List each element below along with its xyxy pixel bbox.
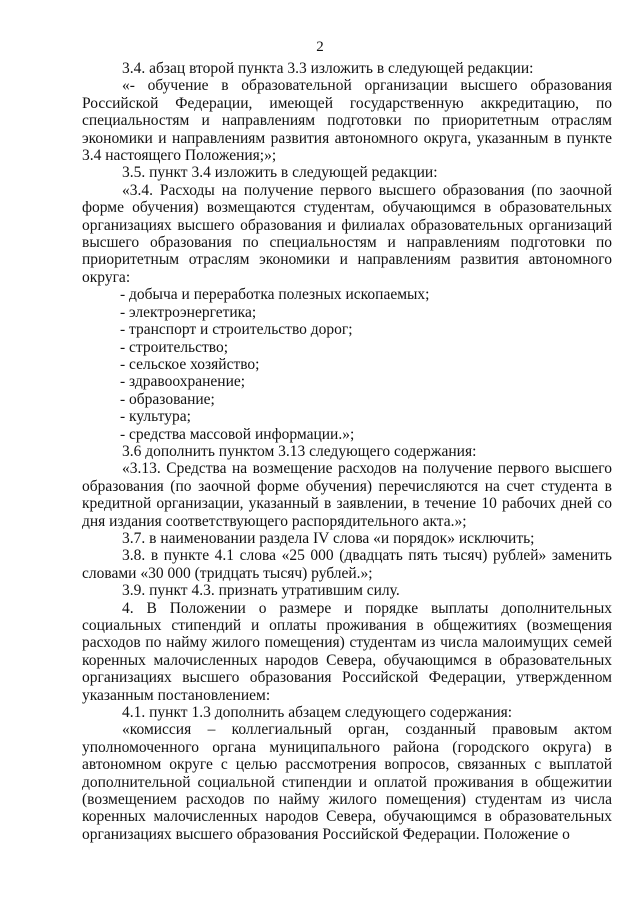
list-item: - сельское хозяйство; xyxy=(120,355,260,373)
paragraph-3-4-text: «- обучение в образовательной организации высшего образования Российской Федерации, имеющей государственную аккредитацию, по специальностям и направлениям подготовки по приоритетным отраслям экономики и направлениям развития автономного округа, указанным в пункте 3.4 настоящего Положения;»; xyxy=(82,77,612,165)
list-item: - транспорт и строительство дорог; xyxy=(120,321,353,339)
page-number: 2 xyxy=(316,39,324,55)
list-item: - строительство; xyxy=(120,338,229,356)
list-item: - культура; xyxy=(120,408,191,426)
list-item: - здравоохранение; xyxy=(120,373,246,391)
list-item: - добыча и переработка полезных ископаемых; xyxy=(120,286,430,304)
paragraph-3-5-text: «3.4. Расходы на получение первого высшего образования (по заочной форме обучения) возмещаются студентам, обучающимся в образовательных организациях высшего образования и филиалах образовательных организаций высшего образования по специальностям и направлениям подготовки по приоритетным отраслям экономики и направлениям развития автономного округа: xyxy=(82,181,612,286)
paragraph-3-5-heading: 3.5. пункт 3.4 изложить в следующей редакции: xyxy=(122,164,438,182)
paragraph-3-4-heading: 3.4. абзац второй пункта 3.3 изложить в следующей редакции: xyxy=(122,60,534,77)
list-item: - образование; xyxy=(120,390,215,408)
paragraph-3-13-text: «3.13. Средства на возмещение расходов на получение первого высшего образования (по заочной форме обучения) перечисляются на счет студента в кредитной организации, указанный в заявлении, в течение 10 рабочих дней со дня издания соответствующего распорядительного акта.»; xyxy=(82,460,612,530)
paragraph-4-1-text: «комиссия – коллегиальный орган, созданный правовым актом уполномоченного органа муниципального района (городского округа) в автономном округе с целью рассмотрения вопросов, связанных с выплатой дополнительной социальной стипендии и оплатой проживания в общежитии (возмещением расходов по найму жилого помещения) студентам из числа коренных малочисленных народов Севера, обучающимся в образовательных организациях высшего образования Российской Федерации. Положение о xyxy=(82,721,612,843)
paragraph-3-7: 3.7. в наименовании раздела IV слова «и порядок» исключить; xyxy=(122,529,535,547)
paragraph-3-8: 3.8. в пункте 4.1 слова «25 000 (двадцать пять тысяч) рублей» заменить словами «30 000 (тридцать тысяч) рублей.»; xyxy=(82,547,612,582)
paragraph-3-9: 3.9. пункт 4.3. признать утратившим силу. xyxy=(122,582,400,600)
industry-list xyxy=(82,286,612,443)
paragraph-4: 4. В Положении о размере и порядке выплаты дополнительных социальных стипендий и оплаты проживания в общежитиях (возмещения расходов по найму жилого помещения) студентам из числа малоимущих семей коренных малочисленных народов Севера, обучающимся в образовательных организациях высшего образования Российской Федерации, утвержденном указанным постановлением: xyxy=(82,599,612,704)
paragraph-3-6-heading: 3.6 дополнить пунктом 3.13 следующего содержания: xyxy=(122,442,477,460)
paragraph-4-1-heading: 4.1. пункт 1.3 дополнить абзацем следующего содержания: xyxy=(122,704,513,722)
document-body xyxy=(82,60,612,843)
list-item: - электроэнергетика; xyxy=(120,303,257,321)
list-item: - средства массовой информации.»; xyxy=(120,425,355,443)
